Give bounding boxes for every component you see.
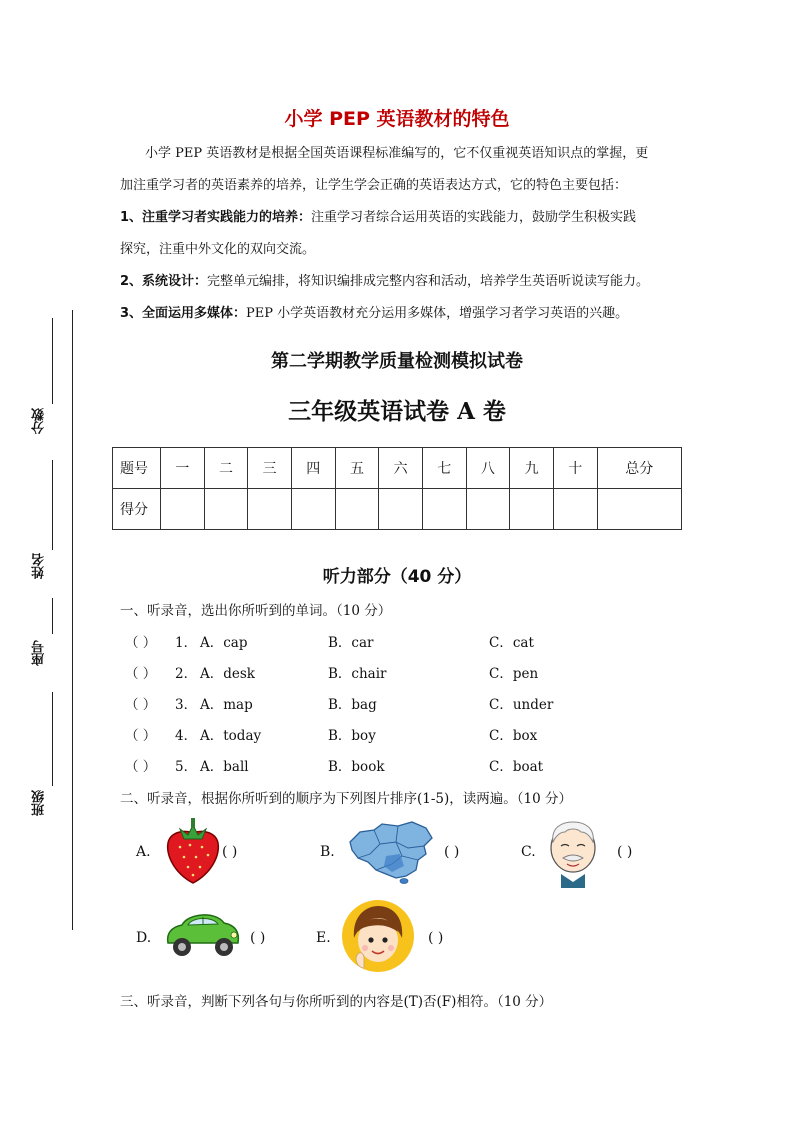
table-cell: 十 bbox=[553, 448, 597, 489]
score-table-header-row bbox=[113, 448, 682, 489]
class-blank bbox=[52, 692, 53, 786]
answer-bracket[interactable]: （ ） bbox=[125, 635, 157, 651]
exam-title: 三年级英语试卷 A 卷 bbox=[288, 398, 506, 425]
pic-c-label: C. bbox=[521, 844, 536, 860]
intro-line-1: 小学 PEP 英语教材是根据全国英语课程标准编写的，它不仅重视英语知识点的掌握，更 bbox=[145, 146, 649, 161]
option-a: A．ball bbox=[200, 759, 249, 775]
score-input-cell[interactable] bbox=[335, 489, 379, 530]
question-1-heading: 一、听录音，选出你所听到的单词。（10 分） bbox=[120, 603, 392, 619]
item-number: 5． bbox=[175, 759, 198, 775]
exam-subtitle: 第二学期教学质量检测模拟试卷 bbox=[271, 351, 523, 372]
feature-1-cont: 探究，注重中外文化的双向交流。 bbox=[120, 242, 316, 257]
pic-d-label: D. bbox=[136, 930, 152, 946]
feature-3 bbox=[120, 304, 628, 324]
table-cell: 八 bbox=[466, 448, 510, 489]
sidebar-seat-label: 座号 bbox=[32, 640, 47, 666]
score-input-cell[interactable] bbox=[204, 489, 248, 530]
pic-e-label: E. bbox=[316, 930, 331, 946]
answer-bracket[interactable]: （ ） bbox=[125, 728, 157, 744]
intro-title: 小学 PEP 英语教材的特色 bbox=[284, 108, 510, 130]
intro-line-2: 加注重学习者的英语素养的培养，让学生学会正确的英语表达方式，它的特色主要包括： bbox=[120, 178, 628, 193]
table-cell: 题号 bbox=[113, 448, 161, 489]
option-b: B．boy bbox=[328, 728, 376, 744]
score-input-cell[interactable] bbox=[466, 489, 510, 530]
option-a: A．map bbox=[200, 697, 253, 713]
score-input-cell[interactable] bbox=[379, 489, 423, 530]
score-input-cell[interactable] bbox=[553, 489, 597, 530]
feature-3-lead: 3、全面运用多媒体： bbox=[120, 306, 247, 321]
score-input-cell[interactable] bbox=[161, 489, 205, 530]
feature-1-text: 注重学习者综合运用英语的实践能力，鼓励学生积极实践 bbox=[311, 210, 637, 225]
answer-bracket[interactable]: （ ） bbox=[125, 759, 157, 775]
table-cell: 二 bbox=[204, 448, 248, 489]
grandpa-icon bbox=[545, 818, 601, 888]
feature-2-text: 完整单元编排，将知识编排成完整内容和活动，培养学生英语听说读写能力。 bbox=[207, 274, 650, 289]
item-number: 3． bbox=[175, 697, 198, 713]
question-3-heading: 三、听录音，判断下列各句与你所听到的内容是(T)否(F)相符。（10 分） bbox=[120, 994, 553, 1010]
table-cell: 七 bbox=[422, 448, 466, 489]
option-a: A．desk bbox=[200, 666, 255, 682]
option-a: A．today bbox=[200, 728, 262, 744]
pic-b-bracket[interactable]: ( ) bbox=[444, 844, 460, 860]
option-b: B．bag bbox=[328, 697, 377, 713]
option-c: C．pen bbox=[489, 666, 539, 682]
option-a: A．cap bbox=[200, 635, 248, 651]
score-input-cell[interactable] bbox=[291, 489, 335, 530]
question-2-heading: 二、听录音，根据你所听到的顺序为下列图片排序(1-5)，读两遍。（10 分） bbox=[120, 791, 572, 807]
table-cell: 三 bbox=[248, 448, 292, 489]
feature-1-lead: 1、注重学习者实践能力的培养： bbox=[120, 210, 312, 225]
sidebar-class-label: 班级 bbox=[32, 790, 47, 816]
pic-b-label: B. bbox=[320, 844, 335, 860]
item-number: 4． bbox=[175, 728, 198, 744]
sidebar-name-label: 姓名 bbox=[32, 553, 47, 579]
girl-icon bbox=[340, 898, 416, 974]
feature-2 bbox=[120, 272, 649, 292]
answer-bracket[interactable]: （ ） bbox=[125, 666, 157, 682]
pic-d-bracket[interactable]: ( ) bbox=[250, 930, 266, 946]
table-cell: 一 bbox=[161, 448, 205, 489]
sidebar-score-label: 分数 bbox=[32, 408, 47, 434]
score-input-cell[interactable] bbox=[597, 489, 681, 530]
listening-title: 听力部分（40 分） bbox=[322, 567, 472, 587]
option-c: C．boat bbox=[489, 759, 544, 775]
option-c: C．cat bbox=[489, 635, 534, 651]
option-b: B．chair bbox=[328, 666, 387, 682]
table-cell: 五 bbox=[335, 448, 379, 489]
table-cell: 九 bbox=[510, 448, 554, 489]
name-blank bbox=[52, 460, 53, 550]
pic-c-bracket[interactable]: ( ) bbox=[617, 844, 633, 860]
score-table-score-row bbox=[113, 489, 682, 530]
pic-a-label: A. bbox=[136, 844, 151, 860]
answer-bracket[interactable]: （ ） bbox=[125, 697, 157, 713]
seat-blank bbox=[52, 598, 53, 634]
option-b: B．book bbox=[328, 759, 385, 775]
feature-2-lead: 2、系统设计： bbox=[120, 274, 208, 289]
score-input-cell[interactable] bbox=[510, 489, 554, 530]
strawberry-icon bbox=[162, 815, 224, 885]
score-input-cell[interactable] bbox=[422, 489, 466, 530]
score-table bbox=[112, 447, 682, 530]
china-map-icon bbox=[346, 820, 436, 884]
car-icon bbox=[162, 905, 244, 963]
table-cell: 总分 bbox=[597, 448, 681, 489]
option-c: C．box bbox=[489, 728, 538, 744]
feature-1 bbox=[120, 208, 636, 228]
item-number: 2． bbox=[175, 666, 198, 682]
pic-e-bracket[interactable]: ( ) bbox=[428, 930, 444, 946]
pic-a-bracket[interactable]: ( ) bbox=[222, 844, 238, 860]
option-b: B．car bbox=[328, 635, 374, 651]
table-cell: 六 bbox=[379, 448, 423, 489]
table-cell: 四 bbox=[291, 448, 335, 489]
score-input-cell[interactable] bbox=[248, 489, 292, 530]
feature-3-text: PEP 小学英语教材充分运用多媒体，增强学习者学习英语的兴趣。 bbox=[246, 306, 629, 321]
item-number: 1． bbox=[175, 635, 198, 651]
table-cell: 得分 bbox=[113, 489, 161, 530]
option-c: C．under bbox=[489, 697, 554, 713]
